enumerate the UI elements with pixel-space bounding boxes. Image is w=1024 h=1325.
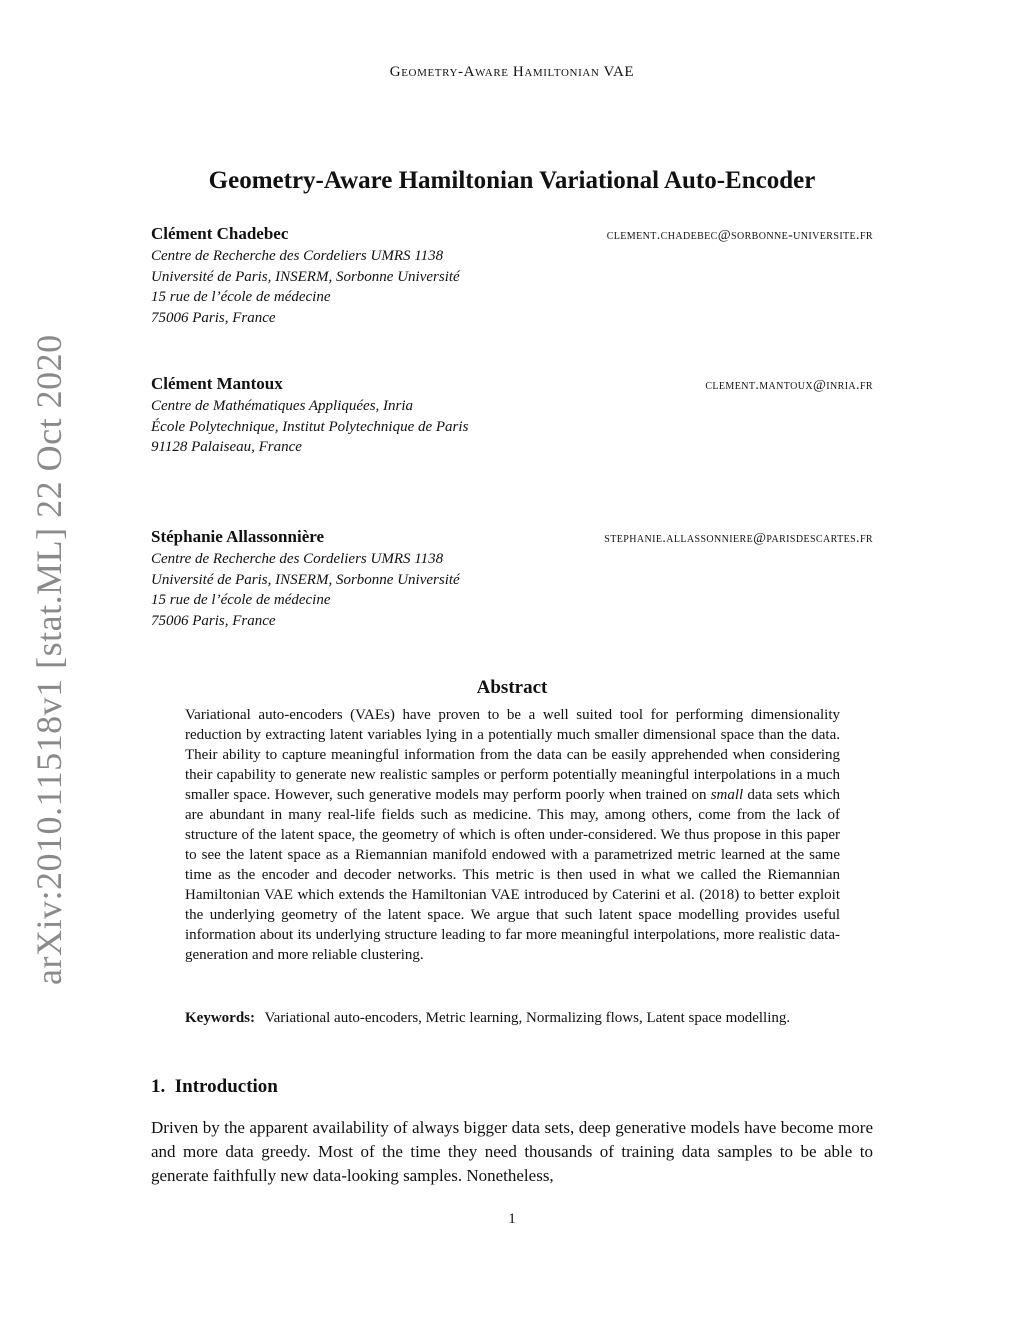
affiliation-line: 15 rue de l’école de médecine	[151, 592, 331, 608]
affiliation-line: 15 rue de l’école de médecine	[151, 289, 331, 305]
abstract-heading: Abstract	[476, 677, 548, 698]
author-email: clement.mantoux@inria.fr	[705, 378, 873, 393]
abstract-text-part: data sets which are abundant in many real-life fields such as medicine. This may, among others, come from the lack of structure of the latent space, the geometry of which is often under-considered. We thus propose in this paper to see the latent space as a Riemannian manifold endowed with a parametrized metric learned at the same time as the encoder and decoder networks. This metric is then used in what we called the Riemannian Hamiltonian VAE which extends the Hamiltonian VAE introduced by Caterini et al. (2018) to better exploit the underlying geometry of the latent space. We argue that such latent space modelling provides useful information about its underlying structure leading to far more meaningful interpolations, more realistic data-generation and more reliable clustering.	[185, 787, 840, 963]
affiliation-line: 91128 Palaiseau, France	[151, 439, 302, 455]
affiliation-line: Centre de Recherche des Cordeliers UMRS 1138	[151, 248, 444, 264]
author-name: Stéphanie Allassonnière	[151, 527, 325, 546]
author-email: stephanie.allassonniere@parisdescartes.fr	[604, 531, 873, 546]
affiliation-line: Université de Paris, INSERM, Sorbonne Université	[151, 268, 460, 285]
author-block-3	[151, 527, 873, 631]
keywords-label: Keywords:	[185, 1010, 255, 1026]
abstract-emphasis: small	[710, 787, 744, 803]
author-name: Clément Mantoux	[151, 374, 283, 393]
affiliation-line: École Polytechnique, Institut Polytechnique de Paris	[151, 418, 469, 435]
keywords	[185, 1008, 840, 1028]
affiliation-line: Centre de Mathématiques Appliquées, Inria	[151, 398, 414, 414]
author-block-1	[151, 224, 873, 328]
paper-title: Geometry-Aware Hamiltonian Variational Auto-Encoder	[208, 167, 816, 194]
page-number: 1	[508, 1211, 516, 1227]
introduction-text: Driven by the apparent availability of always bigger data sets, deep generative models have become more and more data greedy. Most of the time they need thousands of training data samples to be able to generate faithfully new data-looking samples. Nonetheless,	[151, 1118, 873, 1185]
running-head: Geometry-Aware Hamiltonian VAE	[389, 64, 635, 80]
abstract-text	[185, 705, 840, 965]
arxiv-identifier-stamp: arXiv:2010.11518v1 [stat.ML] 22 Oct 2020	[29, 334, 69, 985]
author-email: clement.chadebec@sorbonne-universite.fr	[606, 228, 873, 243]
affiliation-line: Centre de Recherche des Cordeliers UMRS 1138	[151, 551, 444, 567]
author-block-2	[151, 374, 873, 458]
affiliation-line: 75006 Paris, France	[151, 309, 276, 326]
affiliation-line: Université de Paris, INSERM, Sorbonne Université	[151, 571, 460, 588]
author-name: Clément Chadebec	[151, 224, 289, 243]
affiliation-line: 75006 Paris, France	[151, 612, 276, 629]
abstract-text-part: Variational auto-encoders (VAEs) have proven to be a well suited tool for performing dimensionality reduction by extracting latent variables lying in a potentially much smaller dimensional space than the data. Their ability to capture meaningful information from the data can be easily apprehended when considering their capability to generate new realistic samples or perform potentially meaningful interpolations in a much smaller space. However, such generative models may perform poorly when trained on	[185, 707, 840, 803]
keywords-text: Variational auto-encoders, Metric learning, Normalizing flows, Latent space modelling.	[264, 1010, 791, 1026]
introduction-heading: 1. Introduction	[151, 1076, 278, 1097]
